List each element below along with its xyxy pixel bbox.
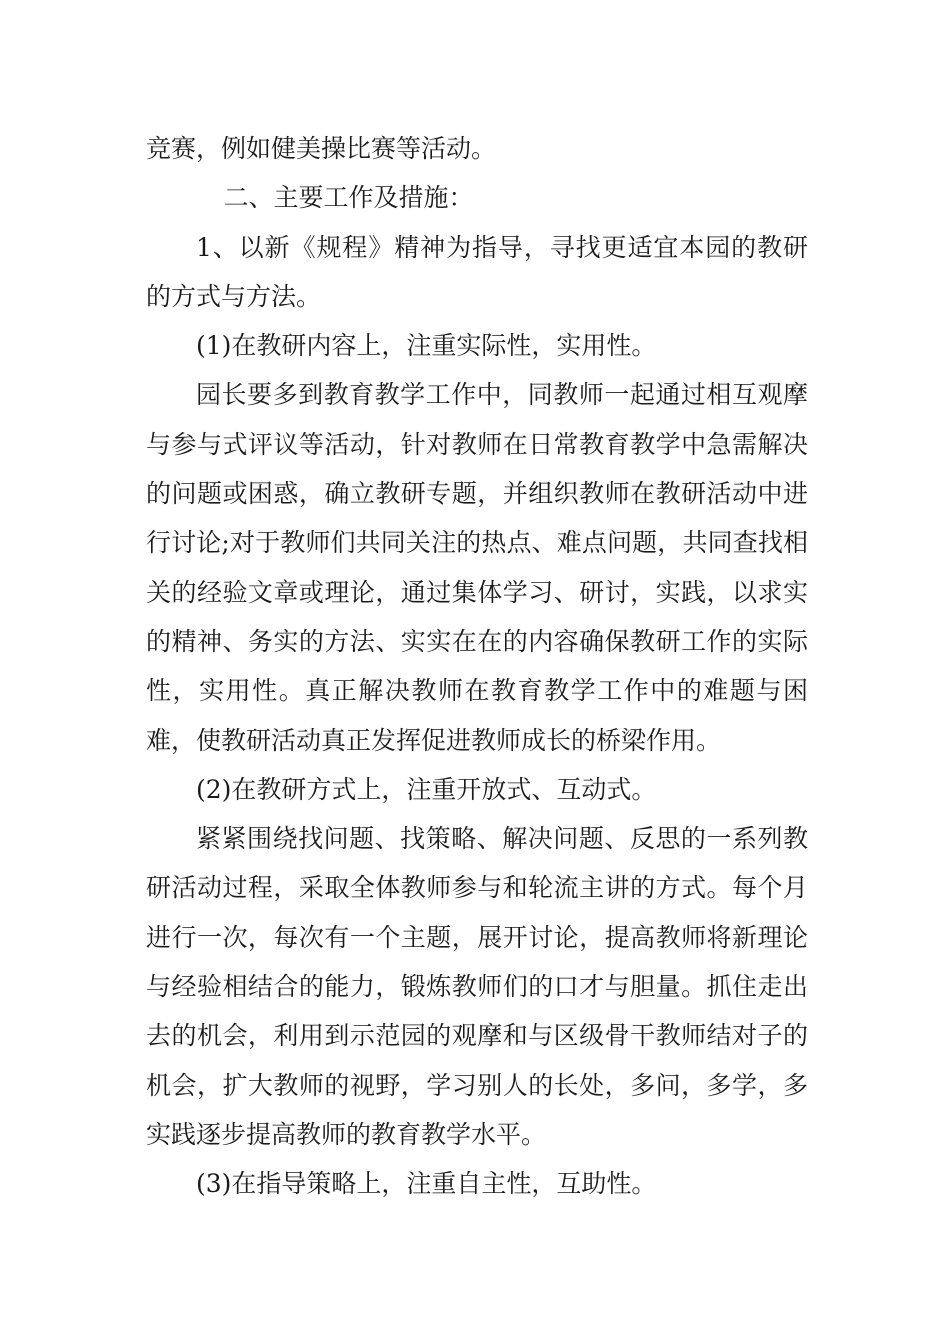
section-heading: 二、主要工作及措施： <box>223 183 474 213</box>
body-paragraph: 紧紧围绕找问题、找策略、解决问题、反思的一系列教研活动过程，采取全体教师参与和轮流主讲的方式。每个月进行一次，每次有一个主题，展开讨论，提高教师将新理论与经验相结合的能力，锻炼教师们的口才与胆量。抓住走出去的机会，利用到示范园的观摩和与区级骨干教师结对子的机会，扩大教师的视野，学习别人的长处，多问，多学，多实践逐步提高教师的教育教学水平。 <box>146 824 808 1149</box>
body-paragraph: 园长要多到教育教学工作中，同教师一起通过相互观摩与参与式评议等活动，针对教师在日常教育教学中急需解决的问题或困惑，确立教研专题，并组织教师在教研活动中进行讨论;对于教师们共同关注的热点、难点问题，共同查找相关的经验文章或理论，通过集体学习、研讨，实践，以求实的精神、务实的方法、实实在在的内容确保教研工作的实际性，实用性。真正解决教师在教育教学工作中的难题与困难，使教研活动真正发挥促进教师成长的桥梁作用。 <box>146 380 808 755</box>
paragraph-continuation: 竞赛，例如健美操比赛等活动。 <box>146 134 497 163</box>
document-body <box>146 124 808 1209</box>
sub-item-heading: (2)在教研方式上，注重开放式、互动式。 <box>196 774 657 804</box>
sub-item-heading: (1)在教研内容上，注重实际性，实用性。 <box>196 331 657 361</box>
item-heading: 1、以新《规程》精神为指导，寻找更适宜本园的教研的方式与方法。 <box>146 232 808 311</box>
sub-item-heading: (3)在指导策略上，注重自主性，互助性。 <box>196 1169 657 1199</box>
